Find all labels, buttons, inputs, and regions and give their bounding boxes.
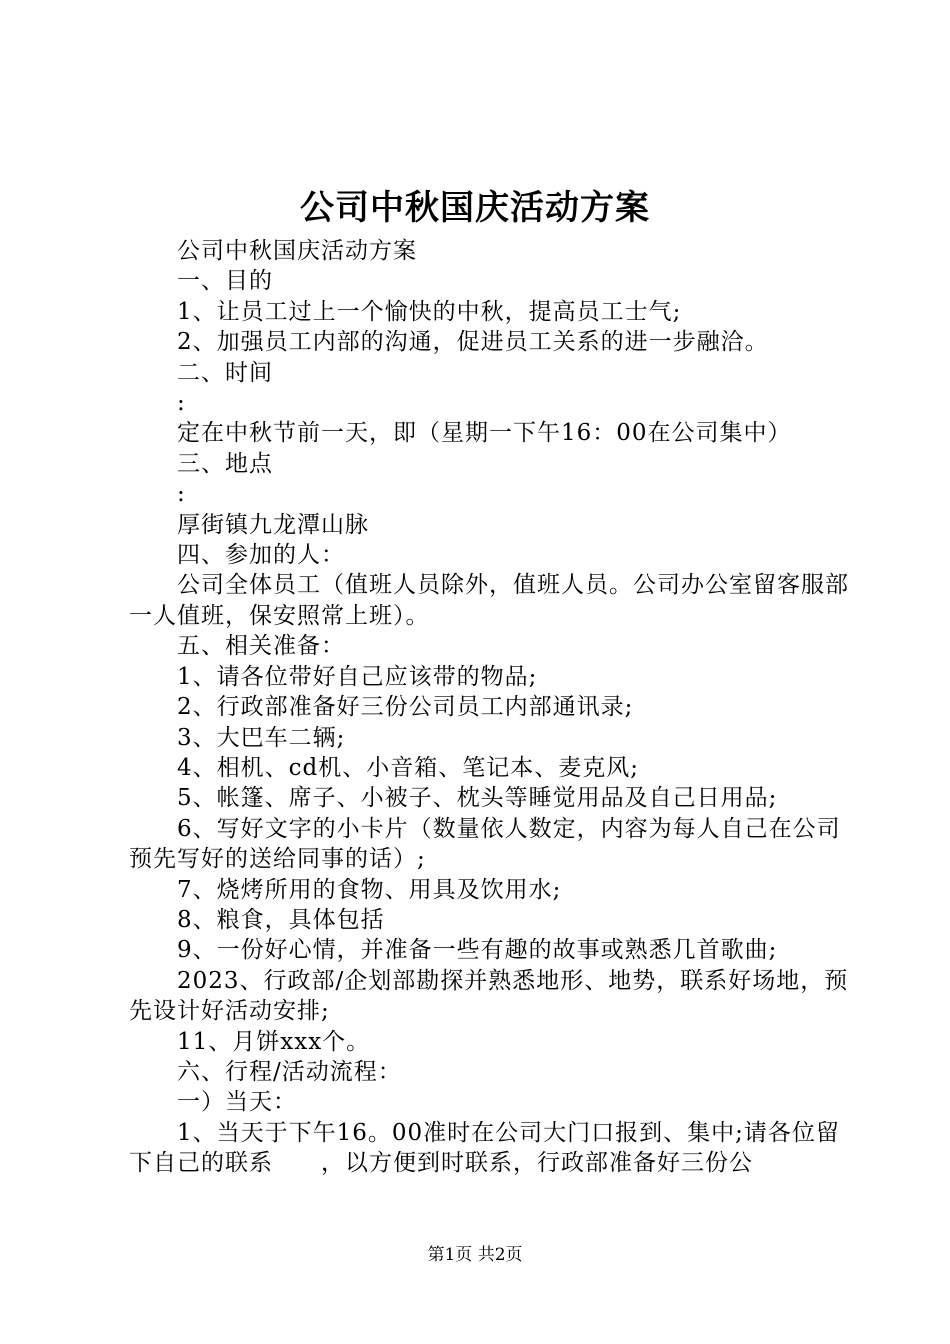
- list-item: 1、当天于下午16。00准时在公司大门口报到、集中;请各位留下自己的联系 ，以方便到时联系，行政部准备好三份公: [129, 1119, 840, 1177]
- list-item: 1、请各位带好自己应该带的物品;: [177, 663, 538, 690]
- paragraph: :: [177, 390, 186, 417]
- list-item: 2023、行政部/企划部勘探并熟悉地形、地势，联系好场地，预先设计好活动安排;: [129, 967, 849, 1025]
- list-item: 6、写好文字的小卡片（数量依人数定，内容为每人自己在公司预先写好的送给同事的话）;: [129, 815, 841, 873]
- section-heading: 五、相关准备：: [177, 633, 345, 660]
- section-heading: 六、行程/活动流程：: [177, 1058, 402, 1085]
- document-body: [129, 236, 849, 1179]
- paragraph: 厚街镇九龙潭山脉: [177, 511, 369, 538]
- section-heading: 一、目的: [177, 268, 273, 295]
- section-heading: 二、时间: [177, 359, 273, 386]
- page-number: 第1页 共2页: [427, 1245, 523, 1265]
- list-item: 8、粮食，具体包括: [177, 906, 385, 933]
- paragraph: 定在中秋节前一天，即（星期一下午16：00在公司集中）: [177, 420, 792, 447]
- document-title: 公司中秋国庆活动方案: [300, 188, 650, 228]
- section-heading: 三、地点: [177, 450, 273, 477]
- paragraph: 公司中秋国庆活动方案: [177, 238, 417, 264]
- list-item: 2、加强员工内部的沟通，促进员工关系的进一步融洽。: [177, 329, 769, 356]
- list-item: 1、让员工过上一个愉快的中秋，提高员工士气;: [177, 298, 682, 325]
- sub-heading: 一）当天：: [177, 1089, 297, 1116]
- list-item: 4、相机、cd机、小音箱、笔记本、麦克风;: [177, 754, 639, 781]
- list-item: 2、行政部准备好三份公司员工内部通讯录;: [177, 694, 634, 721]
- list-item: 3、大巴车二辆;: [177, 724, 346, 751]
- paragraph: :: [177, 481, 186, 508]
- list-item: 5、帐篷、席子、小被子、枕头等睡觉用品及自己日用品;: [177, 785, 778, 812]
- list-item: 7、烧烤所用的食物、用具及饮用水;: [177, 876, 562, 903]
- list-item: 9、一份好心情，并准备一些有趣的故事或熟悉几首歌曲;: [177, 937, 778, 964]
- paragraph: 公司全体员工（值班人员除外，值班人员。公司办公室留客服部一人值班，保安照常上班）。: [129, 572, 849, 629]
- section-heading: 四、参加的人：: [177, 542, 345, 569]
- list-item: 11、月饼xxx个。: [177, 1028, 371, 1055]
